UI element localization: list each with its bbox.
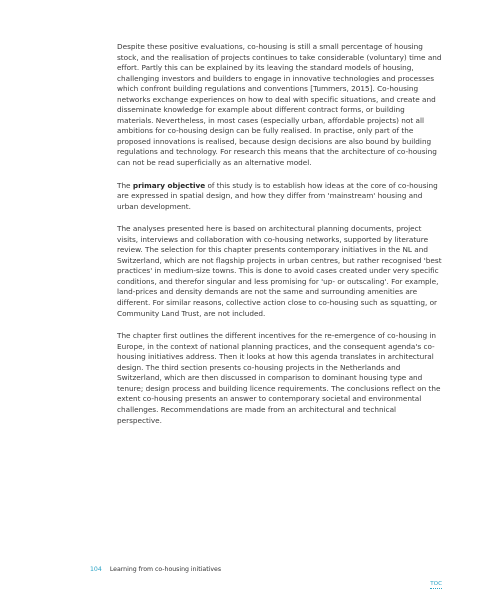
paragraph-objective: [117, 181, 442, 213]
paragraph-chapter-outline: The chapter first outlines the different incentives for the re-emergence of co-housing in Europe, in the context of national planning practices, and the consequent agenda's co-housing initiatives address. Then it looks at how this agenda translates in architectural design. The third section presents co-housing projects in the Netherlands and Switzerland, which are then discussed in comparison to dominant housing type and tenure; design process and building licence requirements. The conclusions reflect on the extent co-housing presents an answer to contemporary societal and environmental challenges. Recommendations are made from an architectural and technical perspective.: [117, 331, 441, 425]
objective-lead-in: The: [117, 180, 133, 190]
primary-objective-emphasis: primary objective: [132, 180, 206, 190]
running-title: Learning from co-housing initiatives: [109, 566, 222, 573]
page-footer: [90, 566, 221, 573]
objective-rest: of this study is to establish how ideas at the core of co-housing are expressed in spatial design, and how they differ from 'mainstream' housing and urban development.: [117, 180, 438, 211]
paragraph-analyses: The analyses presented here is based on architectural planning documents, project visits, interviews and collaboration with co-housing networks, supported by literature review. The selection for this chapter presents contemporary initiatives in the NL and Switzerland, which are not flagship projects in urban centres, but rather recognised 'best practices' in medium-size towns. This is done to avoid cases created under very specific conditions, and therefor singular and less promising for 'up- or outscaling'. For example, land-prices and density demands are not the same and surrounding amenities are different. For similar reasons, collective action close to co-housing such as squatting, or Community Land Trust, are not included.: [117, 224, 442, 318]
paragraph-evaluations: Despite these positive evaluations, co-housing is still a small percentage of housing stock, and the realisation of projects continues to take considerable (voluntary) time and effort. Partly this can be explained by its leaving the standard models of housing, challenging investors and builders to engage in innovative technologies and processes which confront building regulations and conventions [Tummers, 2015]. Co-housing networks exchange experiences on how to deal with specific situations, and create and disseminate knowledge for example about different contract forms, or building materials. Nevertheless, in most cases (especially urban, affordable projects) not all ambitions for co-housing design can be fully realised. In practise, only part of the proposed innovations is realised, because design decisions are also bound by building regulations and technology. For research this means that the architecture of co-housing can not be read superficially as an alternative model.: [117, 42, 442, 168]
toc-link[interactable]: TOC: [430, 581, 442, 587]
body-text-column: [117, 42, 442, 438]
page-number: 104: [90, 566, 102, 573]
